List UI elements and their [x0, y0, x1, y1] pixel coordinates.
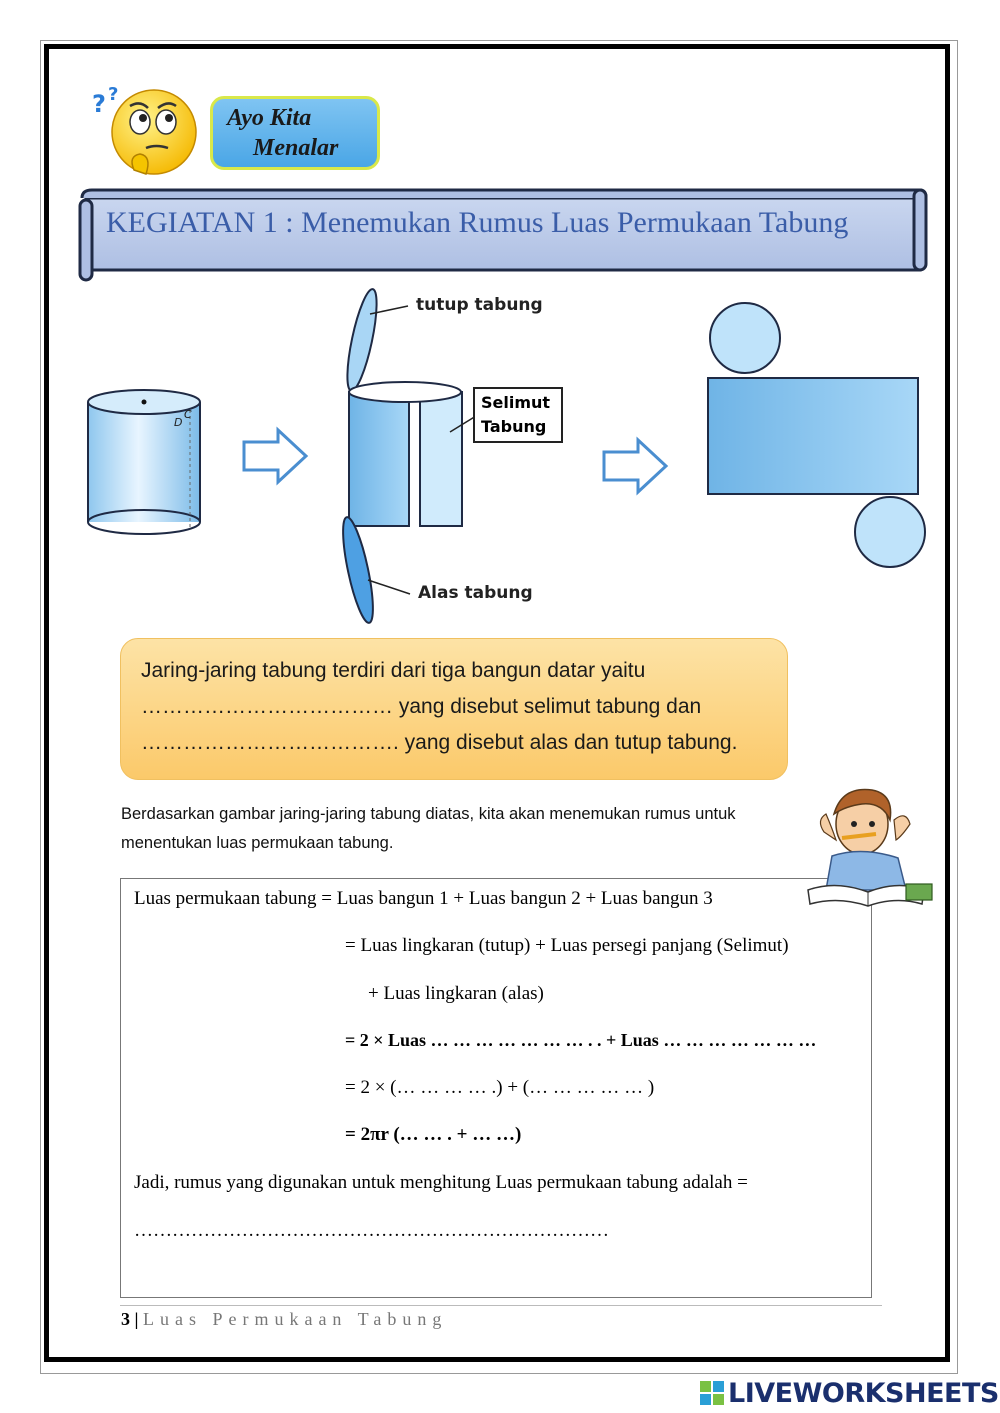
info-line-1: Jaring-jaring tabung terdiri dari tiga bangun datar yaitu [141, 659, 646, 682]
liveworksheets-logo [700, 1378, 999, 1410]
intro-paragraph: Berdasarkan gambar jaring-jaring tabung diatas, kita akan menemukan rumus untuk menentukan luas permukaan tabung. [121, 805, 736, 852]
question-mark-icon: ? [108, 84, 119, 105]
thinking-face-icon [90, 82, 202, 182]
badge-line-1: Ayo Kita [227, 105, 312, 131]
formula-line-1: Luas permukaan tabung = Luas bangun 1 + Luas bangun 2 + Luas bangun 3 [134, 888, 713, 909]
arrow-right-icon [244, 430, 306, 482]
ayo-kita-menalar-badge [210, 96, 380, 170]
formula-line-2: = Luas lingkaran (tutup) + Luas persegi panjang (Selimut) [345, 935, 789, 956]
selimut-line-2: Tabung [481, 417, 547, 436]
cylinder-net [708, 303, 925, 567]
point-c-label: C [184, 408, 192, 421]
info-line-3: ………………………………. yang disebut alas dan tutup tabung. [141, 731, 738, 754]
formula-line-6: = 2πr (… … . + … …) [345, 1124, 522, 1145]
liveworksheets-icon [700, 1381, 724, 1405]
alas-tabung-label: Alas tabung [418, 583, 533, 603]
info-box [120, 638, 788, 780]
tutup-tabung-label: tutup tabung [416, 295, 543, 315]
selimut-tabung-label [473, 387, 563, 443]
page-number: 3 | [121, 1309, 139, 1329]
info-line-2: ……………………………… yang disebut selimut tabung dan [141, 695, 702, 718]
formula-conclusion: Jadi, rumus yang digunakan untuk menghitung Luas permukaan tabung adalah = [134, 1172, 748, 1193]
point-d-label: D [174, 416, 183, 429]
cylinder-solid [88, 390, 200, 534]
footer-title: Luas Permukaan Tabung [142, 1309, 448, 1329]
cylinder-exploded [337, 287, 476, 625]
activity-title: KEGIATAN 1 : Menemukan Rumus Luas Permukaan Tabung [106, 206, 849, 239]
selimut-line-1: Selimut [481, 393, 551, 412]
question-mark-icon: ? [92, 90, 106, 118]
badge-line-2: Menalar [253, 135, 339, 161]
formula-line-4: = 2 × Luas … … … … … … … . . + Luas … … … … … … … [345, 1030, 817, 1050]
page-footer [121, 1309, 447, 1330]
student-studying-icon [802, 780, 936, 914]
footer-divider [120, 1305, 882, 1306]
cylinder-net-diagram [70, 280, 940, 630]
formula-line-5: = 2 × (… … … … .) + (… … … … … ) [345, 1077, 655, 1098]
brand-name: LIVEWORKSHEETS [728, 1378, 999, 1409]
arrow-right-icon [604, 440, 666, 492]
answer-blank[interactable]: ………………………………………………………………… [134, 1220, 609, 1241]
formula-line-3: + Luas lingkaran (alas) [368, 983, 544, 1004]
